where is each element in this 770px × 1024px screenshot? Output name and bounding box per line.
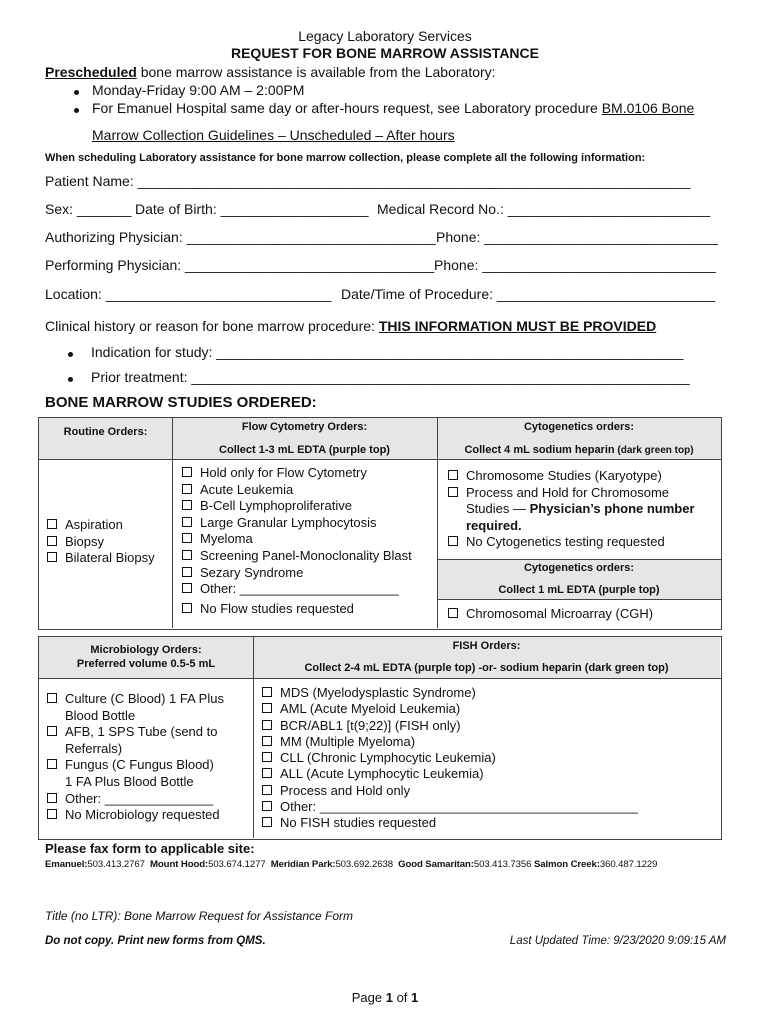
flow-item-label: Screening Panel-Monoclonality Blast	[200, 547, 412, 563]
fish-item[interactable]	[262, 734, 638, 750]
routine-header: Routine Orders:	[63, 426, 148, 438]
divider	[437, 599, 721, 600]
flow-none-item[interactable]	[182, 601, 412, 618]
fish-item-label: BCR/ABL1 [t(9;22)] (FISH only)	[280, 717, 461, 733]
micro-item-label: Other: _______________	[65, 790, 214, 806]
cyto-collect-tail: (dark green top)	[614, 445, 694, 456]
micro-item[interactable]	[47, 807, 224, 824]
checkbox[interactable]	[47, 759, 57, 769]
micro-item[interactable]	[47, 724, 224, 741]
org-name: Legacy Laboratory Services	[298, 28, 472, 44]
fish-list	[262, 685, 638, 832]
fish-item-label: ALL (Acute Lymphocytic Leukemia)	[280, 766, 484, 782]
cyto-item[interactable]	[448, 485, 695, 502]
fish-item-label: Process and Hold only	[280, 782, 411, 798]
flow-item[interactable]	[182, 482, 412, 499]
fish-item[interactable]	[262, 718, 638, 734]
cyto-item[interactable]	[448, 606, 653, 623]
checkbox[interactable]	[47, 726, 57, 736]
cyto-header: Cytogenetics orders:	[523, 421, 635, 433]
checkbox[interactable]	[182, 567, 192, 577]
checkbox[interactable]	[262, 687, 272, 697]
divider	[437, 559, 721, 560]
fax-site-name: Good Samaritan:	[398, 859, 474, 870]
cyto-header-2: Cytogenetics orders:	[523, 562, 635, 574]
micro-item-cont: Blood Bottle	[65, 707, 136, 723]
prior-treatment-field[interactable]: Prior treatment: ________________________________________________________________	[91, 369, 690, 385]
checkbox[interactable]	[182, 583, 192, 593]
checkbox[interactable]	[262, 703, 272, 713]
fax-site-number: 503.674.1277	[208, 859, 266, 870]
prescheduled-label: Prescheduled	[45, 64, 137, 80]
fish-item[interactable]	[262, 766, 638, 782]
flow-item[interactable]	[182, 498, 412, 515]
checkbox[interactable]	[182, 603, 192, 613]
flow-none-label: No Flow studies requested	[200, 600, 354, 616]
checkbox[interactable]	[262, 785, 272, 795]
fish-item-label: MM (Multiple Myeloma)	[280, 733, 416, 749]
required-notice: THIS INFORMATION MUST BE PROVIDED	[378, 318, 657, 334]
routine-item-label: Bilateral Biopsy	[65, 550, 155, 566]
fish-item[interactable]	[262, 783, 638, 799]
micro-item-cont: 1 FA Plus Blood Bottle	[65, 773, 194, 789]
fish-item-label: MDS (Myelodysplastic Syndrome)	[280, 685, 476, 700]
flow-item[interactable]	[182, 565, 412, 582]
checkbox[interactable]	[448, 470, 458, 480]
indication-field[interactable]: Indication for study: ____________________________________________________________	[91, 344, 684, 360]
checkbox[interactable]	[182, 467, 192, 477]
micro-list	[47, 691, 224, 824]
performing-phone-field[interactable]: Phone: ______________________________	[434, 257, 716, 273]
fish-item-label: AML (Acute Myeloid Leukemia)	[280, 701, 461, 717]
divider	[39, 678, 721, 679]
flow-header: Flow Cytometry Orders:	[241, 421, 368, 433]
micro-volume: Preferred volume 0.5-5 mL	[76, 658, 216, 670]
checkbox[interactable]	[182, 500, 192, 510]
after-hours-text: For Emanuel Hospital same day or after-hours request, see Laboratory procedure	[92, 100, 602, 116]
location-field[interactable]: Location: _____________________________	[45, 286, 332, 302]
fax-heading: Please fax form to applicable site:	[45, 841, 255, 856]
checkbox[interactable]	[262, 720, 272, 730]
cyto-item[interactable]	[448, 534, 695, 551]
clinical-history-label	[45, 318, 656, 334]
fish-header: FISH Orders:	[452, 640, 521, 652]
mrn-field[interactable]: Medical Record No.: __________________________	[377, 201, 711, 217]
fax-sites	[45, 859, 657, 870]
cyto-list	[448, 468, 695, 551]
cyto-item-label: No Cytogenetics testing requested	[466, 534, 665, 550]
cyto-collect-2: Collect 1 mL EDTA (purple top)	[498, 584, 660, 596]
procedure-link-cont[interactable]: Marrow Collection Guidelines – Unscheduled – After hours	[92, 127, 455, 143]
fish-item-label: CLL (Chronic Lymphocytic Leukemia)	[280, 750, 496, 766]
intro-line	[45, 64, 496, 80]
fish-item[interactable]	[262, 750, 638, 766]
after-hours-line	[92, 100, 694, 116]
flow-collect: Collect 1-3 mL EDTA (purple top)	[219, 444, 390, 456]
cyto-item-label: Chromosomal Microarray (CGH)	[466, 606, 654, 621]
checkbox[interactable]	[262, 752, 272, 762]
form-title: REQUEST FOR BONE MARROW ASSISTANCE	[230, 45, 539, 61]
flow-item-label: Sezary Syndrome	[200, 564, 304, 580]
micro-item[interactable]	[47, 691, 224, 708]
flow-list	[182, 465, 412, 617]
clinical-history-text: Clinical history or reason for bone marrow procedure:	[45, 318, 379, 334]
bullet-dot	[74, 90, 79, 95]
micro-item-cont: Referrals)	[65, 740, 123, 756]
checkbox[interactable]	[47, 809, 57, 819]
routine-item-label: Biopsy	[65, 533, 105, 549]
flow-item[interactable]	[182, 548, 412, 565]
checkbox[interactable]	[448, 608, 458, 618]
fish-item-label: No FISH studies requested	[280, 815, 437, 831]
procedure-datetime-field[interactable]: Date/Time of Procedure: ____________________________	[341, 286, 715, 302]
fish-item[interactable]	[262, 685, 638, 701]
page-number	[0, 990, 770, 1005]
flow-item-label: Large Granular Lymphocytosis	[200, 514, 377, 530]
fax-site-number: 503.413.7356	[473, 859, 532, 870]
authorizing-phone-field[interactable]: Phone: ______________________________	[436, 229, 718, 245]
flow-item-label: Other: ______________________	[200, 581, 399, 597]
flow-item-label: Hold only for Flow Cytometry	[200, 465, 367, 480]
form-title-footer: Title (no LTR): Bone Marrow Request for Assistance Form	[45, 909, 353, 923]
checkbox[interactable]	[47, 536, 57, 546]
routine-item[interactable]	[47, 550, 155, 567]
checkbox[interactable]	[47, 519, 57, 529]
bullet-dot	[74, 108, 79, 113]
dob-field[interactable]: Date of Birth: ___________________	[135, 201, 369, 217]
phone-required-text: Physician’s phone number	[529, 501, 695, 517]
scheduling-note: When scheduling Laboratory assistance for bone marrow collection, please complete all the following information:	[45, 152, 646, 164]
micro-item-label: Fungus (C Fungus Blood)	[65, 757, 214, 773]
micro-item-label: AFB, 1 SPS Tube (send to	[65, 724, 218, 740]
micro-item-label: No Microbiology requested	[65, 807, 220, 823]
fax-site-name: Meridian Park:	[270, 859, 336, 870]
routine-list	[47, 517, 155, 567]
page-current: 1	[385, 990, 393, 1005]
cyto-item-cont	[448, 501, 695, 518]
checkbox[interactable]	[47, 552, 57, 562]
checkbox[interactable]	[262, 801, 272, 811]
intro-text: bone marrow assistance is available from the Laboratory:	[136, 64, 496, 80]
fax-site-name: Mount Hood:	[150, 859, 209, 870]
cyto-item-text: Studies —	[466, 501, 530, 517]
checkbox[interactable]	[182, 533, 192, 543]
divider	[39, 459, 721, 460]
micro-item-label: Culture (C Blood) 1 FA Plus	[65, 691, 224, 706]
checkbox[interactable]	[182, 517, 192, 527]
patient-name-field[interactable]: Patient Name: _______________________________________________________________________	[45, 173, 691, 189]
studies-heading: BONE MARROW STUDIES ORDERED:	[45, 394, 317, 411]
micro-item[interactable]	[47, 757, 224, 774]
fish-item[interactable]	[262, 701, 638, 717]
flow-item[interactable]	[182, 515, 412, 532]
checkbox[interactable]	[448, 536, 458, 546]
bullet-dot	[68, 352, 73, 357]
flow-item[interactable]	[182, 581, 412, 598]
page-of: of	[392, 990, 412, 1005]
cyto-item[interactable]	[448, 468, 695, 485]
flow-item[interactable]	[182, 531, 412, 548]
hours-line: Monday-Friday 9:00 AM – 2:00PM	[92, 82, 305, 98]
fax-site-number: 503.692.2638	[335, 859, 393, 870]
cyto-list-2	[448, 606, 653, 623]
flow-item-label: Acute Leukemia	[200, 481, 294, 497]
cyto-item-cont: required.	[466, 517, 522, 533]
fish-item-label: Other: ____________________________________________	[280, 799, 638, 815]
checkbox[interactable]	[262, 768, 272, 778]
cyto-collect-text: Collect 4 mL sodium heparin	[464, 444, 615, 456]
routine-item[interactable]	[47, 534, 155, 551]
checkbox[interactable]	[182, 550, 192, 560]
authorizing-physician-field[interactable]: Authorizing Physician: ________________________________	[45, 229, 436, 245]
last-updated: Last Updated Time: 9/23/2020 9:09:15 AM	[509, 935, 726, 947]
page-prefix: Page	[351, 990, 386, 1005]
micro-header: Microbiology Orders:	[90, 644, 202, 656]
fax-site-name: Salmon Creek:	[533, 859, 600, 870]
micro-item[interactable]	[47, 791, 224, 808]
checkbox[interactable]	[262, 736, 272, 746]
flow-item-label: Myeloma	[200, 531, 253, 547]
checkbox[interactable]	[182, 484, 192, 494]
fax-site-name: Emanuel:	[45, 859, 88, 870]
fish-item[interactable]	[262, 815, 638, 831]
cyto-collect	[437, 444, 721, 456]
flow-item-label: B-Cell Lymphoproliferative	[200, 498, 352, 514]
cyto-item-label: Process and Hold for Chromosome	[466, 484, 670, 500]
fax-site-number: 360.487.1229	[599, 859, 658, 870]
checkbox[interactable]	[448, 487, 458, 497]
cyto-item-label: Chromosome Studies (Karyotype)	[466, 468, 662, 483]
performing-physician-field[interactable]: Performing Physician: ________________________________	[45, 257, 435, 273]
page-total: 1	[411, 990, 419, 1005]
bullet-dot	[68, 377, 73, 382]
fax-site-number: 503.413.2767	[87, 859, 145, 870]
checkbox[interactable]	[262, 817, 272, 827]
routine-item-label: Aspiration	[65, 517, 123, 532]
procedure-link[interactable]: BM.0106 Bone	[601, 100, 695, 116]
checkbox[interactable]	[47, 793, 57, 803]
checkbox[interactable]	[47, 693, 57, 703]
fish-collect: Collect 2-4 mL EDTA (purple top) -or- sodium heparin (dark green top)	[304, 662, 669, 674]
fish-item[interactable]	[262, 799, 638, 815]
do-not-copy-notice: Do not copy. Print new forms from QMS.	[45, 935, 266, 947]
routine-item[interactable]	[47, 517, 155, 534]
sex-field[interactable]: Sex: _______	[45, 201, 132, 217]
flow-item[interactable]	[182, 465, 412, 482]
